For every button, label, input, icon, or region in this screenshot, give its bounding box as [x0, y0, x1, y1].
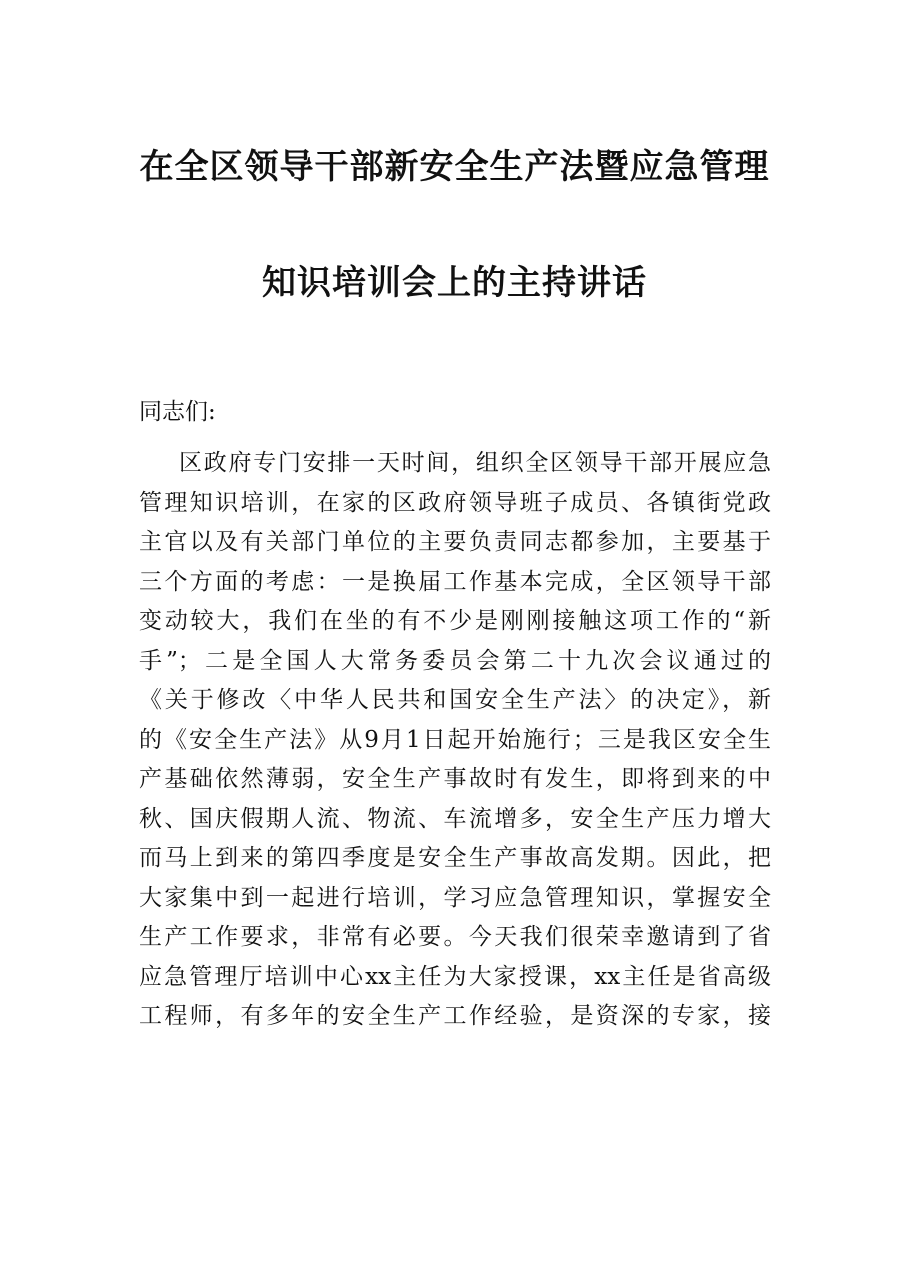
- document-title-line-1: 在全区领导干部新安全生产法暨应急管理: [139, 147, 770, 187]
- body-line: 秋、国庆假期人流、物流、车流增多，安全生产压力增大: [139, 805, 771, 832]
- document-title-line-2: 知识培训会上的主持讲话: [262, 263, 647, 303]
- body-line: 主官以及有关部门单位的主要负责同志都参加，主要基于: [139, 529, 771, 555]
- salutation: 同志们:: [139, 399, 216, 425]
- body-line: 产基础依然薄弱，安全生产事故时有发生，即将到来的中: [139, 766, 771, 792]
- body-line: 的《安全生产法》从9月1日起开始施行；三是我区安全生: [139, 726, 771, 753]
- body-line: 大家集中到一起进行培训，学习应急管理知识，掌握安全: [139, 884, 771, 911]
- body-line: 生产工作要求，非常有必要。今天我们很荣幸邀请到了省: [139, 924, 771, 950]
- body-line: 工程师，有多年的安全生产工作经验，是资深的专家，接: [139, 1003, 771, 1029]
- body-paragraph: [139, 448, 771, 1041]
- body-line: 手”；二是全国人大常务委员会第二十九次会议通过的: [139, 647, 771, 674]
- body-line: 应急管理厅培训中心xx主任为大家授课，xx主任是省高级: [139, 963, 771, 990]
- body-line: 区政府专门安排一天时间，组织全区领导干部开展应急: [179, 450, 771, 476]
- body-line: 管理知识培训，在家的区政府领导班子成员、各镇街党政: [139, 489, 771, 516]
- body-line: 而马上到来的第四季度是安全生产事故高发期。因此，把: [139, 845, 771, 871]
- body-line: 变动较大，我们在坐的有不少是刚刚接触这项工作的“新: [139, 608, 771, 634]
- body-line: 《关于修改〈中华人民共和国安全生产法〉的决定》，新: [139, 687, 771, 713]
- body-line: 三个方面的考虑：一是换届工作基本完成，全区领导干部: [139, 568, 771, 595]
